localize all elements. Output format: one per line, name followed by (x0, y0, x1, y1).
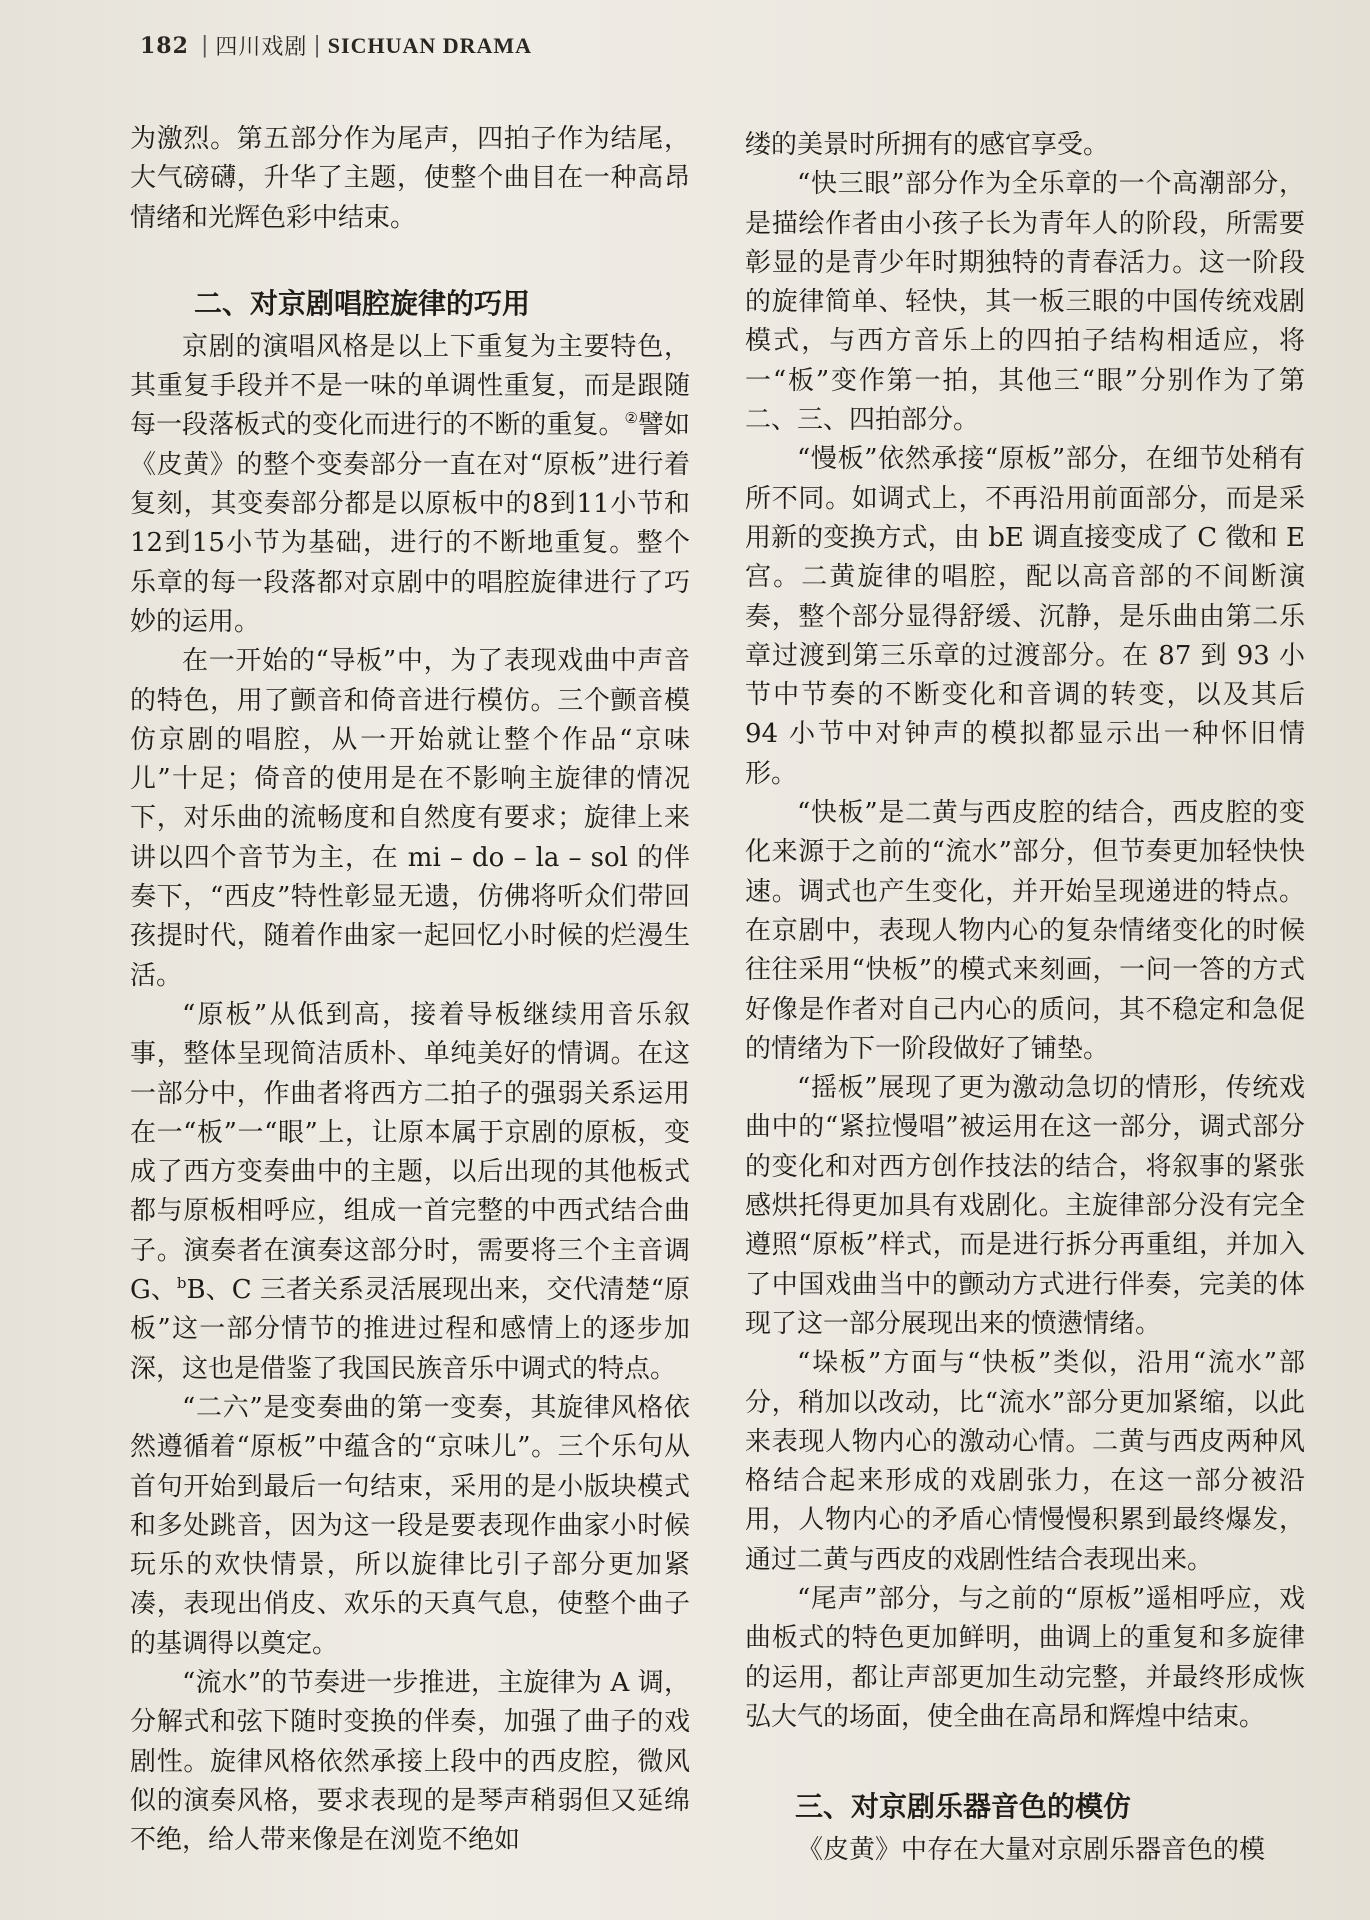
header-separator: | (200, 33, 210, 58)
paragraph-text: 譬如《皮黄》的整个变奏部分一直在对“原板”进行着复刻，其变奏部分都是以原板中的8到11小节和12到15小节为基础，进行的不断地重复。整个乐章的每一段落都对京剧中的唱腔旋律进行了巧妙的运用。 (130, 410, 690, 637)
running-header (140, 30, 532, 61)
paragraph: “快三眼”部分作为全乐章的一个高潮部分，是描绘作者由小孩子长为青年人的阶段，所需要彰显的是青少年时期独特的青春活力。这一阶段的旋律简单、轻快，其一板三眼的中国传统戏剧模式，与西方音乐上的四拍子结构相适应，将一“板”变作第一拍，其他三“眼”分别作为了第二、三、四拍部分。 (745, 169, 1305, 436)
right-column (745, 126, 1305, 1870)
paragraph-continued: 缕的美景时所拥有的感官享受。 (745, 130, 1110, 160)
paragraph: “尾声”部分，与之前的“原板”遥相呼应，戏曲板式的特色更加鲜明，曲调上的重复和多旋律的运用，都让声部更加生动完整，并最终形成恢弘大气的场面，使全曲在高昂和辉煌中结束。 (745, 1583, 1305, 1732)
section-heading-2: 二、对京剧唱腔旋律的巧用 (194, 286, 531, 320)
paragraph: “流水”的节奏进一步推进，主旋律为 A 调，分解式和弦下随时变换的伴奏，加强了曲子的戏剧性。旋律风格依然承接上段中的西皮腔，微风似的演奏风格，要求表现的是琴声稍弱但又延绵不绝，给人带来像是在浏览不绝如 (130, 1667, 690, 1856)
paragraph-text: “原板”从低到高，接着导板继续用音乐叙事，整体呈现简洁质朴、单纯美好的情调。在这一部分中，作曲者将西方二拍子的强弱关系运用在一“板”一“眼”上，让原本属于京剧的原板，变成了西方变奏曲中的主题，以后出现的其他板式都与原板相呼应，组成一首完整的中西式结合曲子。演奏者在演奏这部分时，需要将三个主音调 G、 (130, 999, 690, 1306)
paragraph: “垛板”方面与“快板”类似，沿用“流水”部分，稍加以改动，比“流水”部分更加紧缩，以此来表现人物内心的激动心情。二黄与西皮两种风格结合起来形成的戏剧张力，在这一部分被沿用，人物内心的矛盾心情慢慢积累到最终爆发，通过二黄与西皮的戏剧性结合表现出来。 (745, 1348, 1305, 1575)
journal-title-cn: 四川戏剧 (215, 35, 308, 60)
journal-title-en: SICHUAN DRAMA (327, 32, 533, 58)
paragraph: “慢板”依然承接“原板”部分，在细节处稍有所不同。如调式上，不再沿用前面部分，而是采用新的变换方式，由 bE 调直接变成了 C 徵和 E 宫。二黄旋律的唱腔，配以高音部的不间断演奏，整个部分显得舒缓、沉静，是乐曲由第二乐章过渡到第三乐章的过渡部分。在 87 到 93 小节中节奏的不断变化和音调的转变，以及其后 94 小节中对钟声的模拟都显示出一种怀旧情形。 (745, 444, 1305, 789)
footnote-marker: ② (624, 409, 638, 428)
paragraph-text: B、C 三者关系灵活展现出来，交代清楚“原板”这一部分情节的推进过程和感情上的逐步加深，这也是借鉴了我国民族音乐中调式的特点。 (130, 1275, 690, 1384)
paragraph: 《皮黄》中存在大量对京剧乐器音色的模 (797, 1835, 1266, 1866)
header-separator: | (313, 33, 322, 58)
paragraph-continued: 为激烈。第五部分作为尾声，四拍子作为结尾，大气磅礴，升华了主题，使整个曲目在一种高昂情绪和光辉色彩中结束。 (130, 124, 690, 233)
paragraph (130, 328, 690, 642)
paragraph: “快板”是二黄与西皮腔的结合，西皮腔的变化来源于之前的“流水”部分，但节奏更加轻快快速。调式也产生变化，并开始呈现递进的特点。在京剧中，表现人物内心的复杂情绪变化的时候往往采用“快板”的模式来刻画，一问一答的方式好像是作者对自己内心的质问，其不稳定和急促的情绪为下一阶段做好了铺垫。 (745, 798, 1305, 1064)
paragraph-text: 京剧的演唱风格是以上下重复为主要特色，其重复手段并不是一味的单调性重复，而是跟随每一段落板式的变化而进行的不断的重复。 (130, 331, 690, 441)
left-column (130, 120, 690, 1860)
paragraph: “摇板”展现了更为激动急切的情形，传统戏曲中的“紧拉慢唱”被运用在这一部分，调式部分的变化和对西方创作技法的结合，将叙事的紧张感烘托得更加具有戏剧化。主旋律部分没有完全遵照“原板”样式，而是进行拆分再重组，并加入了中国戏曲当中的颤动方式进行伴奏，完美的体现了这一部分展现出来的愤懑情绪。 (745, 1073, 1305, 1339)
flat-sign: b (176, 1274, 187, 1293)
paragraph (130, 996, 690, 1389)
paragraph: “二六”是变奏曲的第一变奏，其旋律风格依然遵循着“原板”中蕴含的“京味儿”。三个乐句从首句开始到最后一句结束，采用的是小版块模式和多处跳音，因为这一段是要表现作曲家小时候玩乐的欢快情景，所以旋律比引子部分更加紧凑，表现出俏皮、欢乐的天真气息，使整个曲子的基调得以奠定。 (130, 1392, 690, 1659)
page-number: 182 (140, 32, 189, 59)
section-heading-3: 三、对京剧乐器音色的模仿 (795, 1790, 1132, 1824)
paragraph: 在一开始的“导板”中，为了表现戏曲中声音的特色，用了颤音和倚音进行模仿。三个颤音模仿京剧的唱腔，从一开始就让整个作品“京味儿”十足；倚音的使用是在不影响主旋律的情况下，对乐曲的流畅度和自然度有要求；旋律上来讲以四个音节为主，在 mi – do – la – sol 的伴奏下，“西皮”特性彰显无遗，仿佛将听众们带回孩提时代，随着作曲家一起回忆小时候的烂漫生活。 (130, 646, 690, 991)
